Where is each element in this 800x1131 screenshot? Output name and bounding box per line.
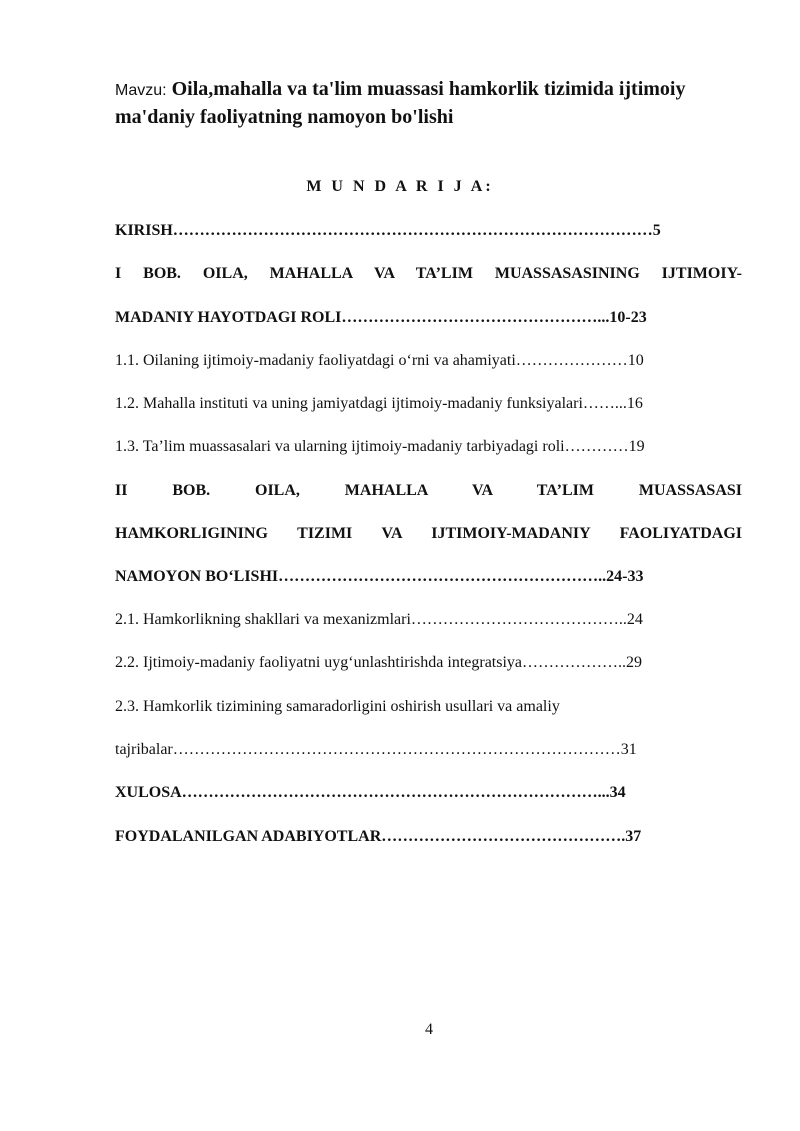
toc-heading: M U N D A R I J A: xyxy=(306,178,494,195)
toc-section-1-3: 1.3. Ta’lim muassasalari va ularning ijtimoiy-madaniy tarbiyadagi roli…………19 xyxy=(115,438,645,455)
toc-section-2-3-line-1: 2.3. Hamkorlik tizimining samaradorligini oshirish usullari va amaliy xyxy=(115,698,560,715)
toc-chapter-2-line-1: II BOB. OILA, MAHALLA VA TA’LIM MUASSASASI xyxy=(115,482,742,499)
toc-chapter-2-line-3: NAMOYON BO‘LISHI……………………………………………………..24-33 xyxy=(115,568,644,585)
topic-label: Mavzu: xyxy=(115,82,167,99)
page-number: 4 xyxy=(425,1021,433,1038)
topic-title: Oila,mahalla va ta'lim muassasi hamkorlik tizimida ijtimoiy ma'daniy faoliyatning namoyon bo'lishi xyxy=(115,78,686,128)
topic xyxy=(115,76,755,131)
toc-section-1-2: 1.2. Mahalla instituti va uning jamiyatdagi ijtimoiy-madaniy funksiyalari……...16 xyxy=(115,395,643,412)
toc-entry-introduction: KIRISH………………………………………………………………………………5 xyxy=(115,222,661,239)
toc-section-1-1: 1.1. Oilaning ijtimoiy-madaniy faoliyatdagi o‘rni va ahamiyati…………………10 xyxy=(115,352,644,369)
toc-section-2-1: 2.1. Hamkorlikning shakllari va mexanizmlari…………………………………..24 xyxy=(115,611,643,628)
toc-chapter-2-line-2: HAMKORLIGINING TIZIMI VA IJTIMOIY-MADANIY FAOLIYATDAGI xyxy=(115,525,742,542)
toc-chapter-1-line-2: MADANIY HAYOTDAGI ROLI…………………………………………...10-23 xyxy=(115,309,647,326)
toc-section-2-3-line-2: tajribalar…………………………………………………………………………31 xyxy=(115,741,637,758)
toc-entry-conclusion: XULOSA……………………………………………………………………...34 xyxy=(115,784,626,801)
toc-chapter-1-line-1: I BOB. OILA, MAHALLA VA TA’LIM MUASSASASINING IJTIMOIY- xyxy=(115,265,742,282)
toc-entry-references: FOYDALANILGAN ADABIYOTLAR……………………………………….37 xyxy=(115,828,642,845)
toc-section-2-2: 2.2. Ijtimoiy-madaniy faoliyatni uyg‘unlashtirishda integratsiya………………..29 xyxy=(115,654,643,671)
